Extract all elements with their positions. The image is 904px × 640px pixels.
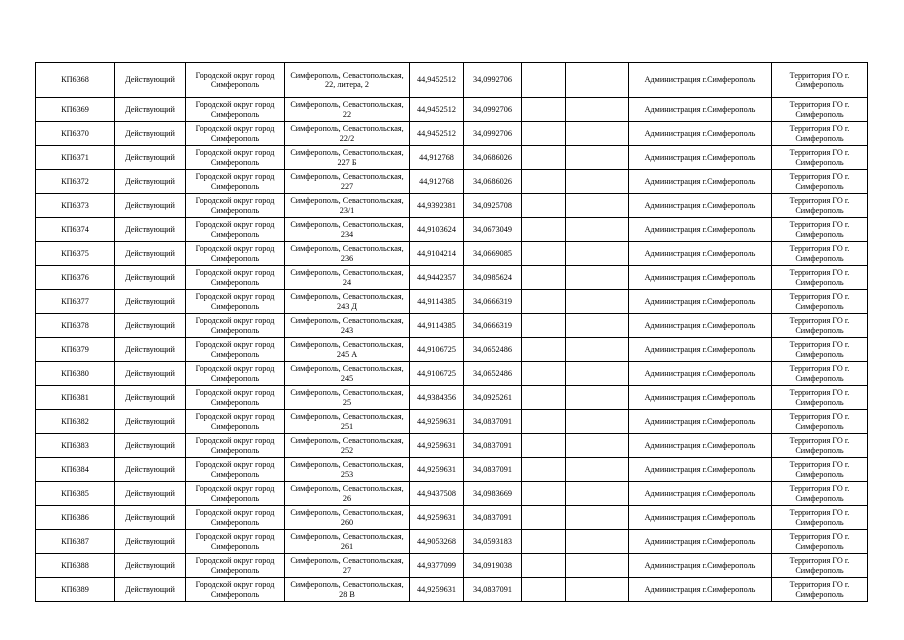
- territory-cell: Территория ГО г. Симферополь: [772, 530, 868, 554]
- record-id: КП6373: [36, 194, 115, 218]
- latitude-cell: 44,9114385: [410, 290, 464, 314]
- owner-cell: Администрация г.Симферополь: [629, 434, 772, 458]
- longitude-cell: 34,0593183: [464, 530, 522, 554]
- table-row: [36, 458, 868, 482]
- municipality-cell: Городской округ город Симферополь: [186, 242, 285, 266]
- longitude-cell: 34,0837091: [464, 410, 522, 434]
- longitude-cell: 34,0992706: [464, 98, 522, 122]
- status-cell: Действующий: [115, 530, 186, 554]
- owner-cell: Администрация г.Симферополь: [629, 386, 772, 410]
- empty-cell: [566, 578, 629, 602]
- longitude-cell: 34,0985624: [464, 266, 522, 290]
- empty-cell: [522, 290, 566, 314]
- empty-cell: [566, 386, 629, 410]
- latitude-cell: 44,9106725: [410, 338, 464, 362]
- empty-cell: [522, 482, 566, 506]
- empty-cell: [522, 266, 566, 290]
- longitude-cell: 34,0837091: [464, 434, 522, 458]
- address-cell: Симферополь, Севастопольская, 227 Б: [285, 146, 410, 170]
- owner-cell: Администрация г.Симферополь: [629, 266, 772, 290]
- record-id: КП6387: [36, 530, 115, 554]
- address-cell: Симферополь, Севастопольская, 243: [285, 314, 410, 338]
- municipality-cell: Городской округ город Симферополь: [186, 146, 285, 170]
- empty-cell: [522, 386, 566, 410]
- owner-cell: Администрация г.Симферополь: [629, 338, 772, 362]
- empty-cell: [522, 242, 566, 266]
- empty-cell: [566, 506, 629, 530]
- latitude-cell: 44,9259631: [410, 458, 464, 482]
- municipality-cell: Городской округ город Симферополь: [186, 98, 285, 122]
- status-cell: Действующий: [115, 98, 186, 122]
- address-cell: Симферополь, Севастопольская, 227: [285, 170, 410, 194]
- municipality-cell: Городской округ город Симферополь: [186, 362, 285, 386]
- territory-cell: Территория ГО г. Симферополь: [772, 458, 868, 482]
- empty-cell: [566, 362, 629, 386]
- longitude-cell: 34,0837091: [464, 458, 522, 482]
- owner-cell: Администрация г.Симферополь: [629, 530, 772, 554]
- empty-cell: [566, 146, 629, 170]
- table-row: [36, 338, 868, 362]
- empty-cell: [522, 458, 566, 482]
- empty-cell: [522, 98, 566, 122]
- table-row: [36, 194, 868, 218]
- status-cell: Действующий: [115, 362, 186, 386]
- table-row: [36, 530, 868, 554]
- status-cell: Действующий: [115, 122, 186, 146]
- table-row: [36, 410, 868, 434]
- territory-cell: Территория ГО г. Симферополь: [772, 122, 868, 146]
- address-cell: Симферополь, Севастопольская, 252: [285, 434, 410, 458]
- latitude-cell: 44,9103624: [410, 218, 464, 242]
- empty-cell: [566, 170, 629, 194]
- status-cell: Действующий: [115, 194, 186, 218]
- table-row: [36, 506, 868, 530]
- municipality-cell: Городской округ город Симферополь: [186, 386, 285, 410]
- status-cell: Действующий: [115, 410, 186, 434]
- empty-cell: [522, 194, 566, 218]
- owner-cell: Администрация г.Симферополь: [629, 482, 772, 506]
- empty-cell: [566, 530, 629, 554]
- status-cell: Действующий: [115, 458, 186, 482]
- longitude-cell: 34,0925708: [464, 194, 522, 218]
- municipality-cell: Городской округ город Симферополь: [186, 194, 285, 218]
- latitude-cell: 44,9442357: [410, 266, 464, 290]
- owner-cell: Администрация г.Симферополь: [629, 362, 772, 386]
- territory-cell: Территория ГО г. Симферополь: [772, 434, 868, 458]
- territory-cell: Территория ГО г. Симферополь: [772, 506, 868, 530]
- municipality-cell: Городской округ город Симферополь: [186, 410, 285, 434]
- status-cell: Действующий: [115, 554, 186, 578]
- municipality-cell: Городской округ город Симферополь: [186, 170, 285, 194]
- address-cell: Симферополь, Севастопольская, 261: [285, 530, 410, 554]
- record-id: КП6371: [36, 146, 115, 170]
- address-cell: Симферополь, Севастопольская, 245: [285, 362, 410, 386]
- longitude-cell: 34,0652486: [464, 338, 522, 362]
- empty-cell: [522, 122, 566, 146]
- record-id: КП6368: [36, 63, 115, 98]
- latitude-cell: 44,9259631: [410, 578, 464, 602]
- territory-cell: Территория ГО г. Симферополь: [772, 386, 868, 410]
- empty-cell: [566, 98, 629, 122]
- municipality-cell: Городской округ город Симферополь: [186, 506, 285, 530]
- municipality-cell: Городской округ город Симферополь: [186, 458, 285, 482]
- record-id: КП6384: [36, 458, 115, 482]
- municipality-cell: Городской округ город Симферополь: [186, 482, 285, 506]
- latitude-cell: 44,9259631: [410, 506, 464, 530]
- latitude-cell: 44,9384356: [410, 386, 464, 410]
- address-cell: Симферополь, Севастопольская, 22/2: [285, 122, 410, 146]
- address-cell: Симферополь, Севастопольская, 243 Д: [285, 290, 410, 314]
- status-cell: Действующий: [115, 578, 186, 602]
- municipality-cell: Городской округ город Симферополь: [186, 63, 285, 98]
- address-cell: Симферополь, Севастопольская, 26: [285, 482, 410, 506]
- owner-cell: Администрация г.Симферополь: [629, 554, 772, 578]
- longitude-cell: 34,0673049: [464, 218, 522, 242]
- longitude-cell: 34,0983669: [464, 482, 522, 506]
- latitude-cell: 44,9259631: [410, 410, 464, 434]
- empty-cell: [522, 506, 566, 530]
- municipality-cell: Городской округ город Симферополь: [186, 266, 285, 290]
- owner-cell: Администрация г.Симферополь: [629, 578, 772, 602]
- territory-cell: Территория ГО г. Симферополь: [772, 170, 868, 194]
- municipality-cell: Городской округ город Симферополь: [186, 338, 285, 362]
- territory-cell: Территория ГО г. Симферополь: [772, 410, 868, 434]
- empty-cell: [566, 458, 629, 482]
- table-row: [36, 386, 868, 410]
- municipality-cell: Городской округ город Симферополь: [186, 290, 285, 314]
- status-cell: Действующий: [115, 386, 186, 410]
- record-id: КП6381: [36, 386, 115, 410]
- status-cell: Действующий: [115, 266, 186, 290]
- address-cell: Симферополь, Севастопольская, 22, литера, 2: [285, 63, 410, 98]
- empty-cell: [522, 146, 566, 170]
- empty-cell: [566, 290, 629, 314]
- address-cell: Симферополь, Севастопольская, 28 В: [285, 578, 410, 602]
- longitude-cell: 34,0837091: [464, 506, 522, 530]
- latitude-cell: 44,912768: [410, 146, 464, 170]
- empty-cell: [522, 314, 566, 338]
- owner-cell: Администрация г.Симферополь: [629, 146, 772, 170]
- territory-cell: Территория ГО г. Симферополь: [772, 63, 868, 98]
- address-cell: Симферополь, Севастопольская, 236: [285, 242, 410, 266]
- owner-cell: Администрация г.Симферополь: [629, 458, 772, 482]
- record-id: КП6374: [36, 218, 115, 242]
- municipality-cell: Городской округ город Симферополь: [186, 578, 285, 602]
- record-id: КП6370: [36, 122, 115, 146]
- status-cell: Действующий: [115, 434, 186, 458]
- municipality-cell: Городской округ город Симферополь: [186, 530, 285, 554]
- latitude-cell: 44,9053268: [410, 530, 464, 554]
- latitude-cell: 44,9377099: [410, 554, 464, 578]
- empty-cell: [522, 362, 566, 386]
- empty-cell: [566, 410, 629, 434]
- latitude-cell: 44,912768: [410, 170, 464, 194]
- address-cell: Симферополь, Севастопольская, 24: [285, 266, 410, 290]
- address-cell: Симферополь, Севастопольская, 234: [285, 218, 410, 242]
- latitude-cell: 44,9104214: [410, 242, 464, 266]
- record-id: КП6385: [36, 482, 115, 506]
- table-row: [36, 362, 868, 386]
- table-row: [36, 218, 868, 242]
- address-cell: Симферополь, Севастопольская, 251: [285, 410, 410, 434]
- status-cell: Действующий: [115, 146, 186, 170]
- longitude-cell: 34,0992706: [464, 63, 522, 98]
- empty-cell: [522, 170, 566, 194]
- table-row: [36, 314, 868, 338]
- territory-cell: Территория ГО г. Симферополь: [772, 218, 868, 242]
- record-id: КП6369: [36, 98, 115, 122]
- territory-cell: Территория ГО г. Симферополь: [772, 98, 868, 122]
- table-row: [36, 63, 868, 98]
- table-row: [36, 122, 868, 146]
- record-id: КП6375: [36, 242, 115, 266]
- territory-cell: Территория ГО г. Симферополь: [772, 578, 868, 602]
- address-cell: Симферополь, Севастопольская, 25: [285, 386, 410, 410]
- latitude-cell: 44,9452512: [410, 122, 464, 146]
- territory-cell: Территория ГО г. Симферополь: [772, 482, 868, 506]
- table-row: [36, 578, 868, 602]
- empty-cell: [522, 63, 566, 98]
- owner-cell: Администрация г.Симферополь: [629, 506, 772, 530]
- status-cell: Действующий: [115, 506, 186, 530]
- owner-cell: Администрация г.Симферополь: [629, 242, 772, 266]
- table-row: [36, 290, 868, 314]
- owner-cell: Администрация г.Симферополь: [629, 170, 772, 194]
- longitude-cell: 34,0686026: [464, 146, 522, 170]
- record-id: КП6383: [36, 434, 115, 458]
- address-cell: Симферополь, Севастопольская, 23/1: [285, 194, 410, 218]
- table-row: [36, 170, 868, 194]
- longitude-cell: 34,0669085: [464, 242, 522, 266]
- status-cell: Действующий: [115, 242, 186, 266]
- table-row: [36, 554, 868, 578]
- status-cell: Действующий: [115, 314, 186, 338]
- address-cell: Симферополь, Севастопольская, 245 А: [285, 338, 410, 362]
- table-row: [36, 98, 868, 122]
- status-cell: Действующий: [115, 218, 186, 242]
- empty-cell: [522, 338, 566, 362]
- table-row: [36, 266, 868, 290]
- empty-cell: [566, 266, 629, 290]
- owner-cell: Администрация г.Симферополь: [629, 194, 772, 218]
- longitude-cell: 34,0837091: [464, 578, 522, 602]
- table-row: [36, 242, 868, 266]
- empty-cell: [522, 530, 566, 554]
- owner-cell: Администрация г.Симферополь: [629, 98, 772, 122]
- longitude-cell: 34,0666319: [464, 290, 522, 314]
- territory-cell: Территория ГО г. Симферополь: [772, 362, 868, 386]
- latitude-cell: 44,9452512: [410, 63, 464, 98]
- empty-cell: [566, 63, 629, 98]
- latitude-cell: 44,9259631: [410, 434, 464, 458]
- empty-cell: [566, 482, 629, 506]
- empty-cell: [566, 218, 629, 242]
- territory-cell: Территория ГО г. Симферополь: [772, 314, 868, 338]
- registry-table-body: [36, 63, 868, 602]
- status-cell: Действующий: [115, 170, 186, 194]
- territory-cell: Территория ГО г. Симферополь: [772, 290, 868, 314]
- territory-cell: Территория ГО г. Симферополь: [772, 146, 868, 170]
- record-id: КП6376: [36, 266, 115, 290]
- empty-cell: [566, 554, 629, 578]
- record-id: КП6379: [36, 338, 115, 362]
- record-id: КП6377: [36, 290, 115, 314]
- address-cell: Симферополь, Севастопольская, 22: [285, 98, 410, 122]
- territory-cell: Территория ГО г. Симферополь: [772, 554, 868, 578]
- empty-cell: [522, 554, 566, 578]
- empty-cell: [566, 122, 629, 146]
- territory-cell: Территория ГО г. Симферополь: [772, 242, 868, 266]
- record-id: КП6388: [36, 554, 115, 578]
- empty-cell: [566, 314, 629, 338]
- longitude-cell: 34,0686026: [464, 170, 522, 194]
- record-id: КП6382: [36, 410, 115, 434]
- latitude-cell: 44,9106725: [410, 362, 464, 386]
- owner-cell: Администрация г.Симферополь: [629, 290, 772, 314]
- record-id: КП6380: [36, 362, 115, 386]
- municipality-cell: Городской округ город Симферополь: [186, 554, 285, 578]
- registry-table: [35, 62, 868, 602]
- table-row: [36, 482, 868, 506]
- empty-cell: [522, 434, 566, 458]
- address-cell: Симферополь, Севастопольская, 27: [285, 554, 410, 578]
- empty-cell: [566, 338, 629, 362]
- status-cell: Действующий: [115, 290, 186, 314]
- empty-cell: [566, 194, 629, 218]
- address-cell: Симферополь, Севастопольская, 253: [285, 458, 410, 482]
- record-id: КП6378: [36, 314, 115, 338]
- empty-cell: [566, 434, 629, 458]
- record-id: КП6389: [36, 578, 115, 602]
- longitude-cell: 34,0992706: [464, 122, 522, 146]
- empty-cell: [522, 578, 566, 602]
- record-id: КП6372: [36, 170, 115, 194]
- owner-cell: Администрация г.Симферополь: [629, 63, 772, 98]
- territory-cell: Территория ГО г. Симферополь: [772, 266, 868, 290]
- latitude-cell: 44,9452512: [410, 98, 464, 122]
- municipality-cell: Городской округ город Симферополь: [186, 434, 285, 458]
- address-cell: Симферополь, Севастопольская, 260: [285, 506, 410, 530]
- empty-cell: [522, 218, 566, 242]
- longitude-cell: 34,0666319: [464, 314, 522, 338]
- empty-cell: [522, 410, 566, 434]
- empty-cell: [566, 242, 629, 266]
- status-cell: Действующий: [115, 482, 186, 506]
- owner-cell: Администрация г.Симферополь: [629, 410, 772, 434]
- municipality-cell: Городской округ город Симферополь: [186, 314, 285, 338]
- table-row: [36, 146, 868, 170]
- longitude-cell: 34,0925261: [464, 386, 522, 410]
- record-id: КП6386: [36, 506, 115, 530]
- longitude-cell: 34,0919038: [464, 554, 522, 578]
- owner-cell: Администрация г.Симферополь: [629, 218, 772, 242]
- owner-cell: Администрация г.Симферополь: [629, 122, 772, 146]
- owner-cell: Администрация г.Симферополь: [629, 314, 772, 338]
- status-cell: Действующий: [115, 338, 186, 362]
- latitude-cell: 44,9392381: [410, 194, 464, 218]
- territory-cell: Территория ГО г. Симферополь: [772, 194, 868, 218]
- territory-cell: Территория ГО г. Симферополь: [772, 338, 868, 362]
- municipality-cell: Городской округ город Симферополь: [186, 122, 285, 146]
- municipality-cell: Городской округ город Симферополь: [186, 218, 285, 242]
- table-row: [36, 434, 868, 458]
- longitude-cell: 34,0652486: [464, 362, 522, 386]
- latitude-cell: 44,9114385: [410, 314, 464, 338]
- latitude-cell: 44,9437508: [410, 482, 464, 506]
- status-cell: Действующий: [115, 63, 186, 98]
